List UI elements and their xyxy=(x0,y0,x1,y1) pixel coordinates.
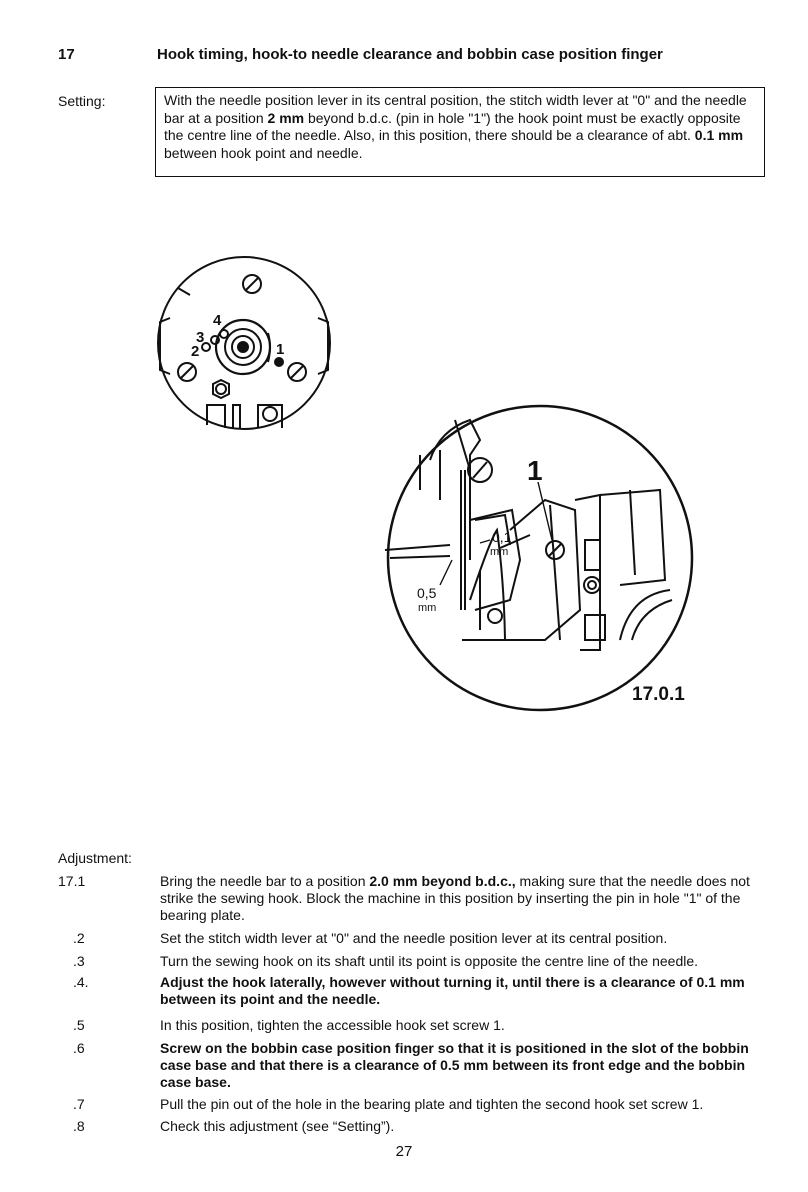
step-number: .4. xyxy=(73,974,89,990)
section-title: Hook timing, hook-to needle clearance and bobbin case position finger xyxy=(157,46,663,63)
setting-bold-b: 0.1 mm xyxy=(694,127,744,143)
step-text: Set the stitch width lever at "0" and the needle position lever at its central position. xyxy=(160,930,668,946)
step-number: 17.1 xyxy=(58,873,86,889)
setting-text-b: beyond b.d.c. (pin in hole "1") the hook point must be exactly opposite the centre line of the needle. Also, in this position, there should be a clearance of abt. xyxy=(164,109,741,143)
step-text-pre: Bring the needle bar to a position xyxy=(160,873,370,889)
callout-hole-4: 4 xyxy=(213,312,222,329)
step-text: Pull the pin out of the hole in the bearing plate and tighten the second hook set screw 1. xyxy=(160,1096,704,1112)
callout-0-1-unit: mm xyxy=(490,546,509,558)
step-number: .7 xyxy=(73,1096,85,1112)
section-number: 17 xyxy=(58,46,75,63)
step-text xyxy=(160,873,772,924)
callout-hole-1: 1 xyxy=(276,341,285,358)
adjustment-label: Adjustment: xyxy=(58,850,132,866)
callout-hole-2: 2 xyxy=(191,343,200,360)
step-number: .2 xyxy=(73,930,85,946)
setting-text-a: With the needle position lever in its central position, the stitch width lever at "0" and the needle bar at a position xyxy=(164,92,747,126)
step-text: Check this adjustment (see “Setting”). xyxy=(160,1118,395,1134)
figure-label: 17.0.1 xyxy=(632,684,685,705)
callout-0-5-unit: mm xyxy=(418,602,437,614)
hole-4 xyxy=(220,330,228,338)
hook-detail xyxy=(385,406,692,710)
page-number: 27 xyxy=(395,1143,413,1160)
callout-hole-3: 3 xyxy=(196,329,205,346)
step-text: In this position, tighten the accessible hook set screw 1. xyxy=(160,1017,505,1033)
step-text: Turn the sewing hook on its shaft until its point is opposite the centre line of the needle. xyxy=(160,953,699,969)
step-number: .5 xyxy=(73,1017,85,1033)
step-text: Screw on the bobbin case position finger so that it is positioned in the slot of the bobbin case base and that there is a clearance of 0.5 mm between its front edge and the bobbin case base. xyxy=(160,1040,749,1090)
step-text-post: making sure that the needle does not strike the sewing hook. Block the machine in this position by inserting the pin in hole "1" of the bearing plate. xyxy=(160,873,750,923)
step-number: .8 xyxy=(73,1118,85,1134)
callout-0-5: 0,5 xyxy=(417,585,437,601)
callout-0-1: 0,1 xyxy=(492,529,512,545)
step-number: .6 xyxy=(73,1040,85,1056)
hook-set-screw-lower xyxy=(488,609,502,623)
step-text-bold: 2.0 mm beyond b.d.c., xyxy=(369,873,516,889)
bearing-plate-detail xyxy=(158,257,330,429)
step-number: .3 xyxy=(73,953,85,969)
setting-bold-a: 2 mm xyxy=(267,109,305,126)
callout-screw-1: 1 xyxy=(527,455,543,486)
hole-1 xyxy=(275,358,283,366)
setting-label: Setting: xyxy=(58,93,106,109)
step-text: Adjust the hook laterally, however without turning it, until there is a clearance of 0.1 mm between its point and the needle. xyxy=(160,974,745,1007)
setting-text-c: between hook point and needle. xyxy=(164,144,363,161)
